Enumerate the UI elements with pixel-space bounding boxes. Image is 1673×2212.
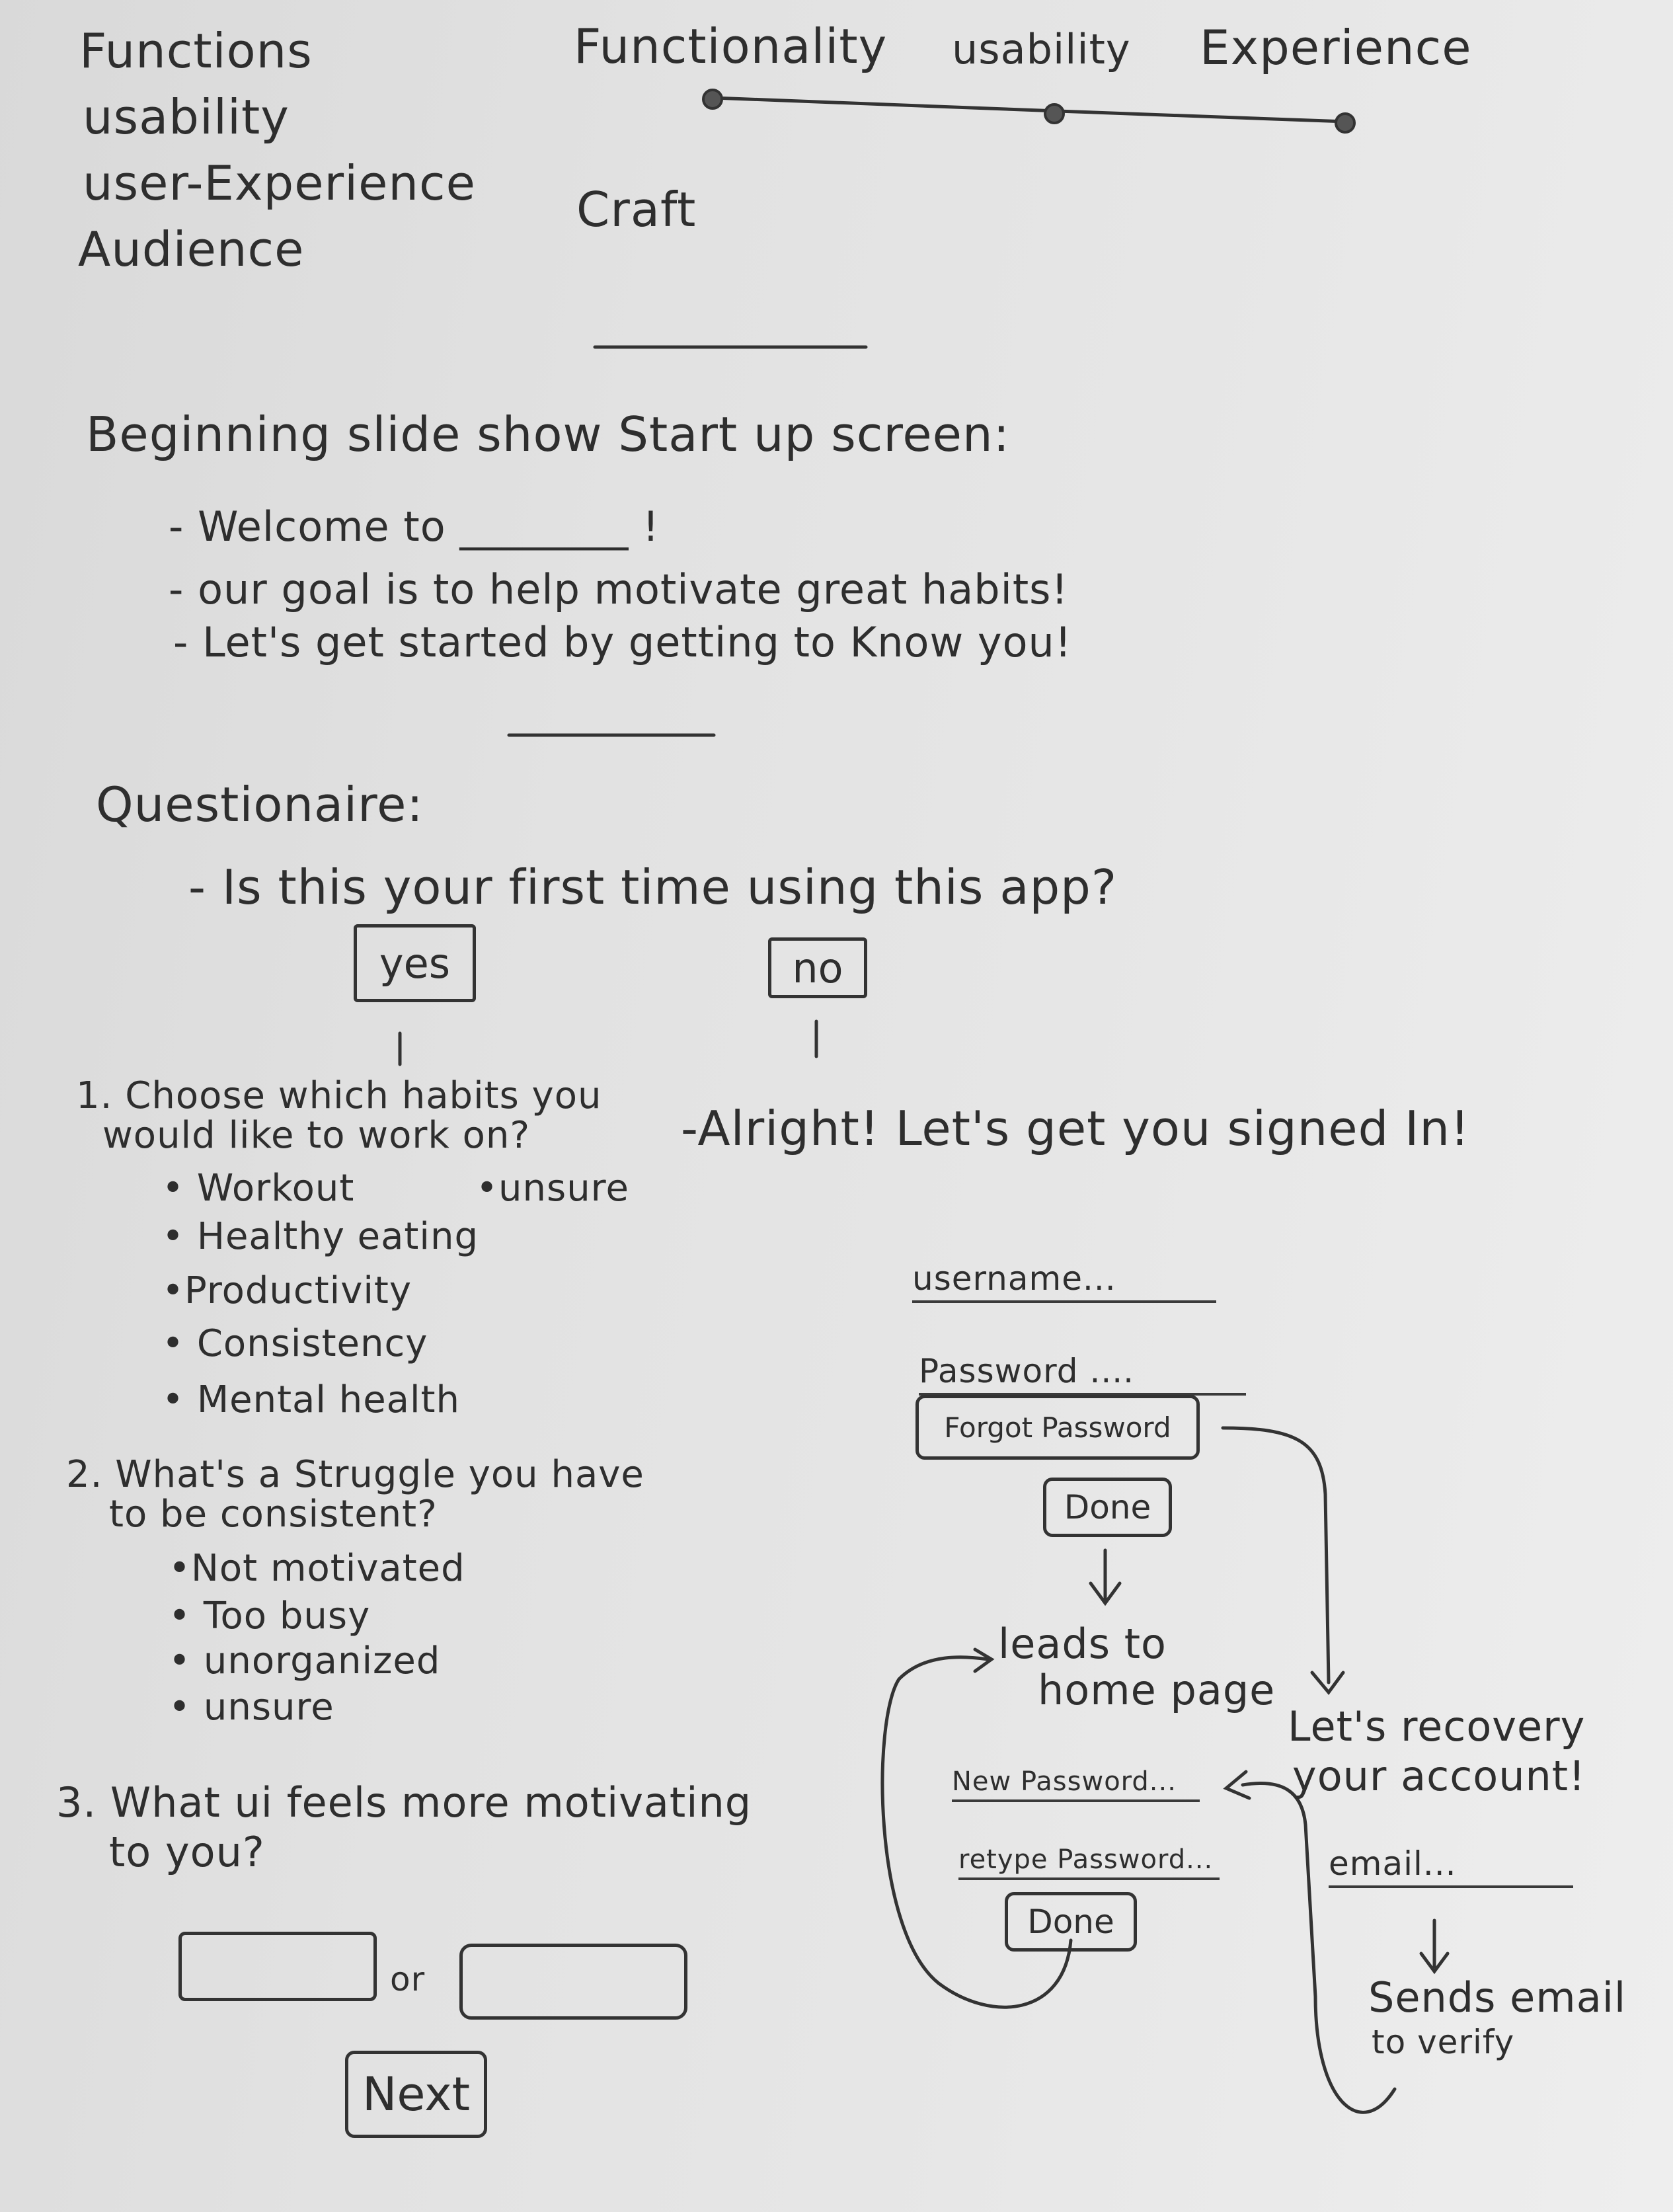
intro-heading: Beginning slide show Start up screen:: [86, 407, 1010, 462]
forgot-to-recovery-line: [1223, 1428, 1329, 1682]
password-field[interactable]: Password ....: [919, 1352, 1246, 1396]
scale-label-usability: usability: [952, 25, 1131, 73]
reset-done-button[interactable]: Done: [1005, 1892, 1137, 1952]
recovery-email-field[interactable]: email...: [1329, 1844, 1573, 1888]
username-field[interactable]: username...: [912, 1259, 1216, 1303]
sends-email-line1: Sends email: [1368, 1973, 1627, 2022]
scale-label-experience: Experience: [1200, 20, 1472, 75]
q2-option-too-busy[interactable]: • Too busy: [169, 1595, 371, 1638]
q1-option-unsure[interactable]: •unsure: [476, 1167, 629, 1210]
q2-option-unorganized[interactable]: • unorganized: [169, 1639, 441, 1682]
or-label: or: [390, 1960, 426, 1998]
signin-done-button[interactable]: Done: [1043, 1478, 1172, 1537]
q1-option-mental-health[interactable]: • Mental health: [162, 1378, 460, 1421]
q1-option-healthy-eating[interactable]: • Healthy eating: [162, 1215, 479, 1258]
ui-option-b-box[interactable]: [459, 1944, 687, 2020]
criteria-item-usability: usability: [83, 89, 290, 145]
q1-text-line2: would like to work on?: [102, 1114, 531, 1157]
q1-option-consistency[interactable]: • Consistency: [162, 1322, 428, 1365]
q2-option-not-motivated[interactable]: •Not motivated: [169, 1547, 465, 1590]
criteria-item-functions: Functions: [79, 23, 313, 79]
criteria-item-audience: Audience: [78, 221, 305, 277]
scale-label-functionality: Functionality: [574, 19, 888, 74]
criteria-item-user-experience: user-Experience: [83, 155, 476, 211]
next-button[interactable]: Next: [345, 2051, 487, 2138]
questionnaire-heading: Questionaire:: [96, 777, 424, 832]
recovery-heading-line1: Let's recovery: [1288, 1702, 1586, 1751]
first-time-question: - Is this your first time using this app?: [188, 859, 1118, 915]
q1-text-line1: 1. Choose which habits you: [76, 1074, 602, 1117]
q1-option-workout[interactable]: • Workout: [162, 1167, 355, 1210]
scale-dot-3: [1336, 114, 1354, 132]
scale-line: [714, 98, 1058, 111]
intro-line-started: - Let's get started by getting to Know you!: [173, 618, 1072, 666]
new-password-field[interactable]: New Password...: [952, 1766, 1200, 1802]
intro-line-goal: - our goal is to help motivate great habits!: [169, 565, 1069, 613]
q1-option-productivity[interactable]: •Productivity: [162, 1269, 412, 1312]
q2-text-line2: to be consistent?: [109, 1493, 438, 1536]
verify-to-newpassword-loop: [1243, 1784, 1395, 2113]
q2-text-line1: 2. What's a Struggle you have: [66, 1453, 644, 1496]
sends-email-line2: to verify: [1372, 2023, 1515, 2061]
scale-dot-1: [703, 90, 722, 108]
yes-button[interactable]: yes: [354, 924, 476, 1002]
scale-dot-2: [1045, 104, 1064, 123]
craft-label: Craft: [576, 182, 697, 237]
intro-line-welcome: - Welcome to ________ !: [169, 502, 660, 551]
q3-text-line2: to you?: [109, 1828, 265, 1876]
leads-to-line2: home page: [1038, 1666, 1276, 1714]
recovery-heading-line2: your account!: [1292, 1752, 1586, 1800]
ui-option-a-box[interactable]: [178, 1932, 377, 2001]
retype-password-field[interactable]: retype Password...: [958, 1844, 1220, 1880]
scale-line-2: [1058, 111, 1345, 122]
q3-text-line1: 3. What ui feels more motivating: [56, 1778, 752, 1827]
forgot-password-button[interactable]: Forgot Password: [915, 1395, 1200, 1460]
q2-option-unsure[interactable]: • unsure: [169, 1686, 334, 1729]
no-button[interactable]: no: [768, 937, 867, 998]
signin-heading: -Alright! Let's get you signed In!: [681, 1101, 1470, 1156]
leads-to-line1: leads to: [998, 1620, 1167, 1668]
